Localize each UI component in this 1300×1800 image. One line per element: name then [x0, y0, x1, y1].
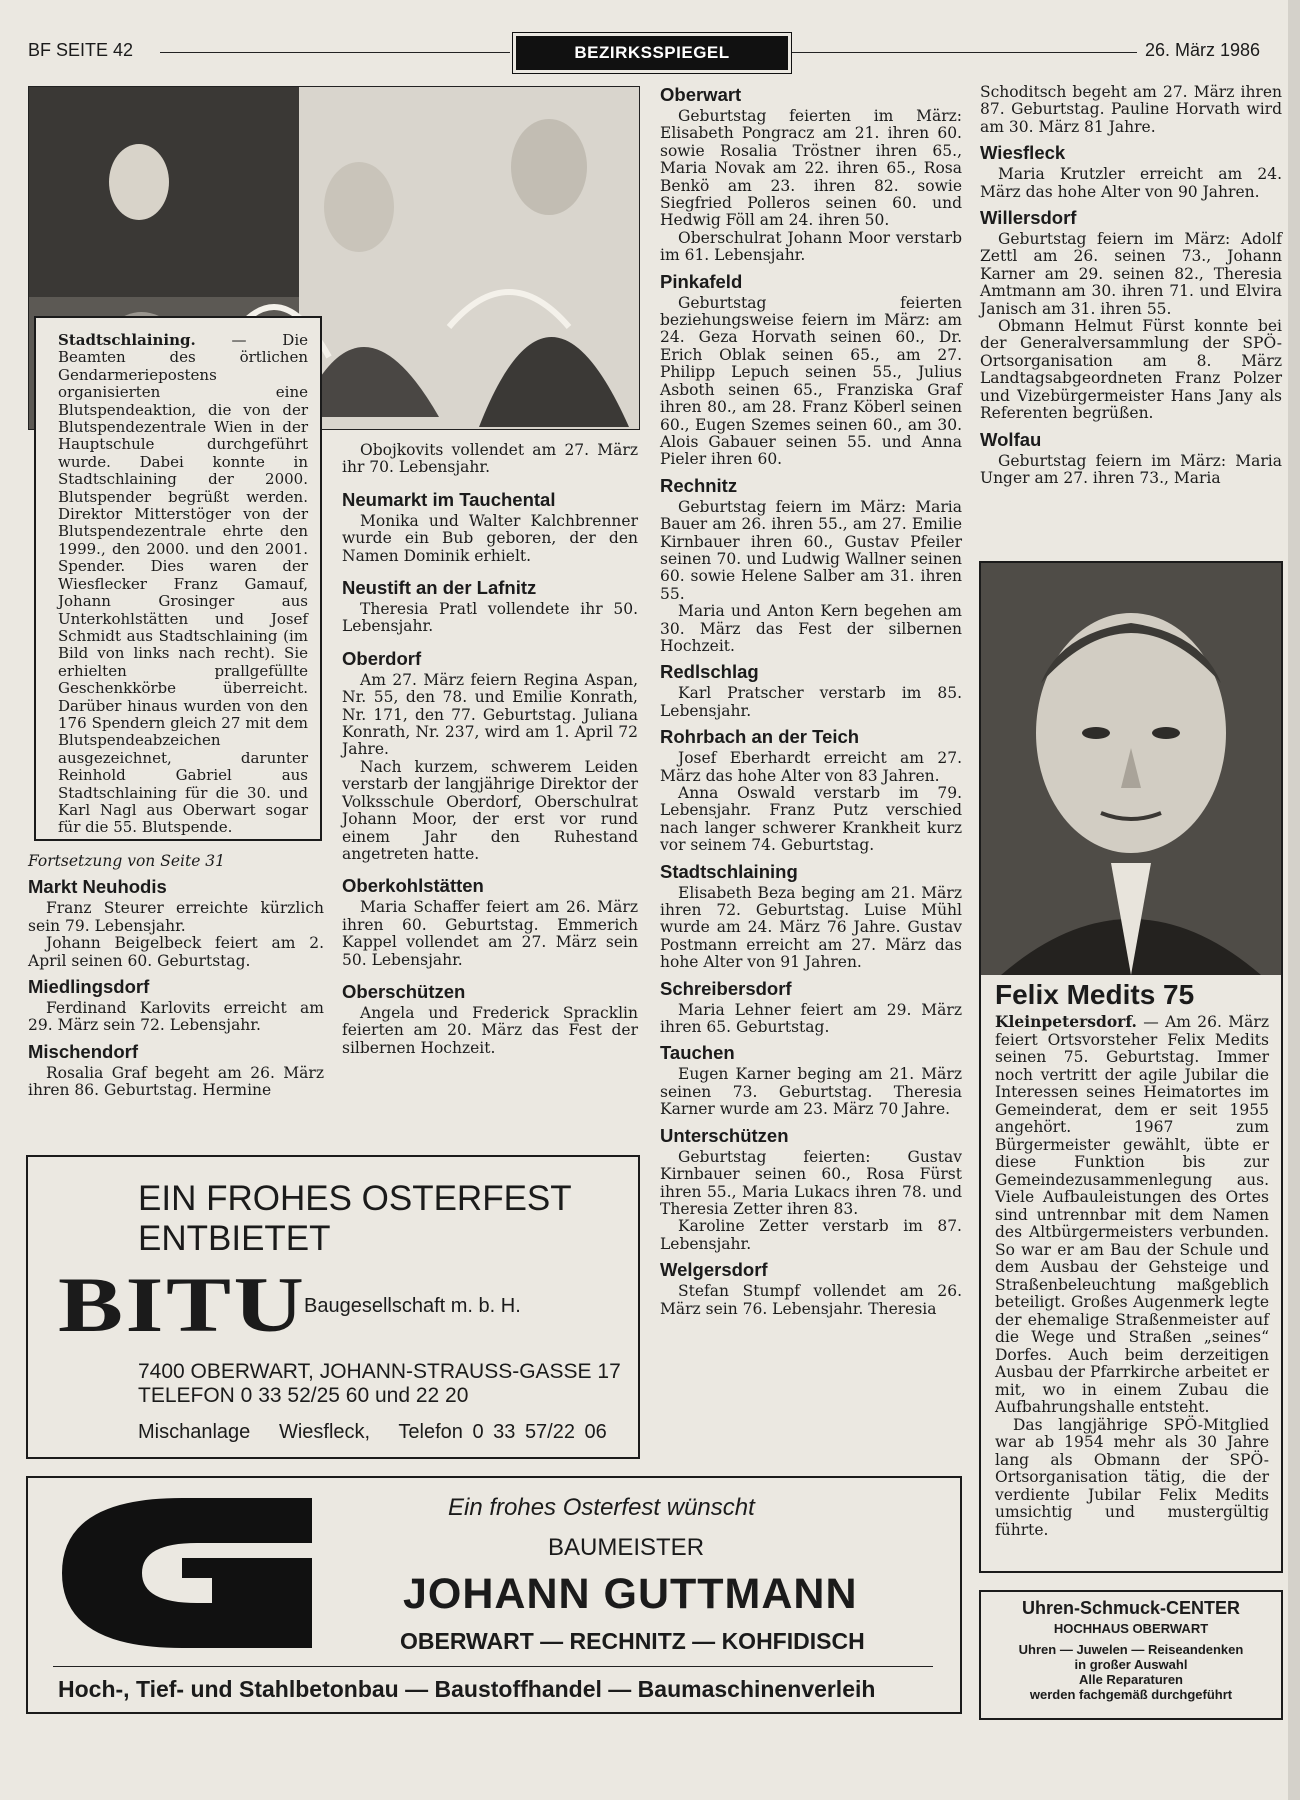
heading-willersdorf: Willersdorf — [980, 207, 1077, 229]
column-2 — [342, 442, 638, 1057]
ad-uhren-line2: in großer Auswahl — [1074, 1657, 1188, 1672]
heading-wolfau: Wolfau — [980, 428, 1042, 450]
paragraph: Josef Eberhardt erreicht am 27. März das hohe Alter von 83 Jahren. — [660, 749, 962, 785]
paragraph: Maria Schaffer feiert am 26. März ihren 60. Geburtstag. Emmerich Kappel vollendet am 27. März sein 50. Lebensjahr. — [342, 898, 638, 969]
feature-text-2: Das langjährige SPÖ-Mitglied war ab 1954 mehr als 30 Jahre lang als Obmann der SPÖ-Ortsorganisation tätig, die der verdiente Jubilar Felix Medits umsichtig und mustergültig führte. — [995, 1415, 1269, 1539]
ad-bitu-plant — [138, 1420, 607, 1444]
paragraph: Obmann Helmut Fürst konnte bei der Generalversammlung der SPÖ-Ortsorganisation am 8. März Landtagsabgeordneten Franz Polzer und Vizebürgermeister Hans Jany als Referenten begrüßen. — [980, 317, 1282, 423]
portrait-illustration — [981, 563, 1281, 975]
ad-guttmann-divider — [53, 1666, 933, 1667]
ad-guttmann-title: BAUMEISTER — [548, 1534, 705, 1561]
heading-redlschlag: Redlschlag — [660, 661, 759, 683]
heading-unterschuetzen: Unterschützen — [660, 1124, 789, 1146]
section-banner: BEZIRKSSPIEGEL — [516, 36, 788, 70]
ad-guttmann — [26, 1476, 962, 1714]
feature-box — [979, 561, 1283, 1573]
header-rule-right — [792, 52, 1137, 53]
heading-neustift: Neustift an der Lafnitz — [342, 577, 537, 599]
header-rule-left — [160, 52, 510, 53]
paragraph: Elisabeth Beza beging am 21. März ihren 72. Geburtstag. Luise Mühl wurde am 24. März 76 Jahre. Gustav Postmann erreicht am 27. März das hohe Alter von 91 Jahren. — [660, 883, 962, 972]
issue-date: 26. März 1986 — [1145, 40, 1261, 60]
feature-title: Felix Medits 75 — [995, 979, 1195, 1010]
ad-bitu-line2: ENTBIETET — [138, 1219, 331, 1258]
ad-bitu-company: Baugesellschaft m. b. H. — [304, 1295, 521, 1317]
paragraph: Obojkovits vollendet am 27. März ihr 70. Lebensjahr. — [342, 441, 638, 477]
heading-miedlingsdorf: Miedlingsdorf — [28, 976, 150, 998]
ad-bitu — [26, 1155, 640, 1459]
paragraph: Geburtstag feiern im März: Maria Bauer am 26. ihren 55., am 27. Emilie Kirnbauer ihren 60., Gustav Pfeiler seinen 70. und Ludwig Wallner seinen 60. sowie Helene Salber am 31. ihren 55. — [660, 497, 962, 603]
paragraph: Geburtstag feierten im März: Elisabeth Pongracz am 21. ihren 60. sowie Rosalia Tröstner ihren 65., Maria Novak am 22. ihren 65., Rosa Benkö am 23. ihren 82. sowie Siegfried Polleros seinen 60. und Hedwig Föll am 24. ihren 50. — [660, 107, 962, 230]
heading-rechnitz: Rechnitz — [660, 474, 738, 496]
paragraph: Maria und Anton Kern begehen am 30. März das Fest der silbernen Hochzeit. — [660, 602, 962, 655]
ad-uhren-title: Uhren-Schmuck-CENTER — [1021, 1598, 1241, 1618]
paragraph: Am 27. März feiern Regina Aspan, Nr. 55, den 78. und Emilie Konrath, Nr. 171, den 77. Geburtstag. Juliana Konrath, Nr. 237, wird am 1. April 72 Jahre. — [342, 670, 638, 759]
heading-oberkohlstaetten: Oberkohlstätten — [342, 875, 484, 897]
bitu-logo: BITU — [58, 1261, 307, 1348]
ad-bitu-plant-place: Wiesfleck, — [278, 1421, 371, 1443]
paragraph: Geburtstag feiern im März: Maria Unger am 27. ihren 73., Maria — [980, 451, 1282, 487]
ad-guttmann-name: JOHANN GUTTMANN — [403, 1570, 858, 1618]
continued-note: Fortsetzung von Seite 31 — [28, 852, 226, 870]
paragraph: Anna Oswald verstarb im 79. Lebensjahr. Franz Putz verschied nach langer schwerer Krankheit kurz vor seinem 74. Geburtstag. — [660, 784, 962, 855]
heading-welgersdorf: Welgersdorf — [660, 1259, 768, 1281]
heading-mischendorf: Mischendorf — [28, 1040, 138, 1062]
feature-lead: Kleinpetersdorf. — [995, 1012, 1137, 1031]
caption-text: — Die Beamten des örtlichen Gendarmeriepostens organisierten eine Blutspendeaktion, die von der Blutspendezentrale Wien in der Hauptschule durchgeführt wurde. Dabei konnte in Stadtschlaining der 2000. Blutspender begrüßt werden. Direktor Mitterstöger von der Blutspendezentrale ehrte den 1999., den 2000. und den 2001. Spender. Dies waren der Wiesflecker Franz Gamauf, Johann Grosinger aus Unterkohlstätten und Josef Schmidt aus Stadtschlaining (im Bild von links nach recht). Sie erhielten prallgefüllte Geschenkkörbe überreicht. Darüber hinaus wurden von den 176 Spendern gleich 27 mit dem Blutspendeabzeichen ausgezeichnet, darunter Reinhold Gabriel aus Stadtschlaining für die 30. und Karl Nagl aus Oberwart sogar für die 55. Blutspende. — [58, 331, 308, 837]
paragraph: Geburtstag feiern im März: Adolf Zettl am 26. seinen 73., Johann Karner am 29. seinen 82., Theresia Amtmann am 30. ihren 71. und Elvira Janisch am 31. ihren 55. — [980, 230, 1282, 318]
guttmann-logo — [62, 1498, 312, 1648]
paragraph: Maria Krutzler erreicht am 24. März das hohe Alter von 90 Jahren. — [980, 165, 1282, 201]
ad-guttmann-wish: Ein frohes Osterfest wünscht — [448, 1494, 755, 1521]
heading-stadtschlaining: Stadtschlaining — [660, 860, 798, 882]
portrait-photo — [981, 563, 1281, 975]
page-label: BF SEITE 42 — [28, 40, 134, 60]
paragraph: Rosalia Graf begeht am 26. März ihren 86. Geburtstag. Hermine — [28, 1063, 324, 1100]
paragraph: Angela und Frederick Spracklin feierten am 20. März das Fest der silbernen Hochzeit. — [342, 1003, 638, 1057]
heading-tauchen: Tauchen — [660, 1042, 735, 1064]
paragraph: Theresia Pratl vollendete ihr 50. Lebensjahr. — [342, 600, 638, 636]
paragraph: Maria Lehner feiert am 29. März ihren 65. Geburtstag. — [660, 1000, 962, 1037]
heading-schreibersdorf: Schreibersdorf — [660, 977, 792, 999]
paragraph: Johann Beigelbeck feiert am 2. April seinen 60. Geburtstag. — [28, 934, 324, 970]
ad-bitu-line1: EIN FROHES OSTERFEST — [138, 1179, 572, 1218]
column-1 — [28, 853, 324, 1100]
caption-lead: Stadtschlaining. — [58, 331, 196, 349]
paragraph: Nach kurzem, schwerem Leiden verstarb der langjährige Direktor der Volksschule Oberdorf, Oberschulrat Johann Moor, der erst vor rund einem Jahr den Ruhestand angetreten hatte. — [342, 757, 638, 863]
ad-bitu-plant-label: Mischanlage — [138, 1421, 251, 1443]
heading-rohrbach: Rohrbach an der Teich — [660, 726, 860, 748]
ad-uhren-line1: Uhren — Juwelen — Reiseandenken — [1018, 1642, 1244, 1657]
paragraph: Karl Pratscher verstarb im 85. Lebensjahr. — [660, 684, 962, 720]
paragraph: Eugen Karner beging am 21. März seinen 73. Geburtstag. Theresia Karner wurde am 23. März 70 Jahre. — [660, 1065, 962, 1119]
paragraph: Franz Steurer erreichte kürzlich sein 79. Lebensjahr. — [28, 899, 324, 935]
heading-oberdorf: Oberdorf — [342, 647, 422, 669]
ad-bitu-plant-phone: Telefon 0 33 57/22 06 — [398, 1421, 607, 1443]
paragraph: Geburtstag feierten beziehungsweise feiern im März: am 24. Geza Horvath seinen 60., Dr. Erich Oblak seinen 65., am 27. Philipp Lepuch seinen 55., Julius Asboth seinen 65., Franziska Graf ihren 80., am 28. Franz Köberl seinen 60., Eugen Szemes seinen 60., am 30. Alois Gabauer seinen 55. und Anna Pieler ihren 60. — [660, 293, 962, 469]
ad-uhren-schmuck — [979, 1590, 1283, 1720]
ad-bitu-phone: TELEFON 0 33 52/25 60 und 22 20 — [138, 1384, 469, 1407]
column-4 — [980, 84, 1282, 487]
paragraph: Stefan Stumpf vollendet am 26. März sein 76. Lebensjahr. Theresia — [660, 1282, 962, 1318]
paragraph: Schoditsch begeht am 27. März ihren 87. Geburtstag. Pauline Horvath wird am 30. März 81 Jahre. — [980, 83, 1282, 136]
photo-caption-box — [34, 316, 322, 841]
ad-guttmann-places: OBERWART — RECHNITZ — KOHFIDISCH — [400, 1628, 865, 1654]
paragraph: Oberschulrat Johann Moor verstarb im 61. Lebensjahr. — [660, 228, 962, 265]
heading-oberschuetzen: Oberschützen — [342, 980, 466, 1002]
ad-uhren-sub: HOCHHAUS OBERWART — [1053, 1621, 1209, 1636]
column-3 — [660, 84, 962, 1318]
page-edge — [1288, 0, 1300, 1800]
heading-pinkafeld: Pinkafeld — [660, 270, 743, 292]
paragraph: Karoline Zetter verstarb im 87. Lebensjahr. — [660, 1217, 962, 1253]
ad-bitu-address: 7400 OBERWART, JOHANN-STRAUSS-GASSE 17 — [138, 1360, 621, 1383]
paragraph: Ferdinand Karlovits erreicht am 29. März sein 72. Lebensjahr. — [28, 999, 324, 1035]
feature-text-1: — Am 26. März feiert Ortsvorsteher Felix Medits seinen 75. Geburtstag. Immer noch vertritt der agile Jubilar die Interessen seines Heimatortes im Gemeinderat, dem er seit 1955 angehört. 1967 zum Bürgermeister gewählt, übte er diese Funktion bis zur Gemeindezusammenlegung aus. Viele Aufbauleistungen des Ortes sind untrennbar mit dem Namen des Altbürgermeisters verbunden. So war er am Bau der Schule und dem Ausbau der Gehsteige und Straßenbeleuchtung maßgeblich beteiligt. Großes Augenmerk legte der ehemalige Straßenmeister auf die Wege und Straßen „seines“ Dorfes. Auch beim derzeitigen Ausbau der Pfarrkirche arbeitet er mit, wo in einem Zubau die Aufbahrungshalle entsteht. — [995, 1013, 1269, 1416]
paragraph: Monika und Walter Kalchbrenner wurde ein Bub geboren, der den Namen Dominik erhielt. — [342, 511, 638, 565]
ad-guttmann-services: Hoch-, Tief- und Stahlbetonbau — Baustoffhandel — Baumaschinenverleih — [58, 1676, 876, 1702]
heading-wiesfleck: Wiesfleck — [980, 142, 1066, 164]
heading-oberwart: Oberwart — [660, 84, 742, 105]
paragraph: Geburtstag feierten: Gustav Kirnbauer seinen 60., Rosa Fürst ihren 55., Maria Lukacs ihren 78. und Theresia Zetter ihren 83. — [660, 1147, 962, 1218]
ad-uhren-line4: werden fachgemäß durchgeführt — [1029, 1687, 1233, 1702]
feature-body — [981, 1013, 1281, 1539]
ad-uhren-line3: Alle Reparaturen — [1078, 1672, 1184, 1687]
heading-markt-neuhodis: Markt Neuhodis — [28, 876, 167, 898]
heading-neumarkt: Neumarkt im Tauchental — [342, 488, 556, 510]
